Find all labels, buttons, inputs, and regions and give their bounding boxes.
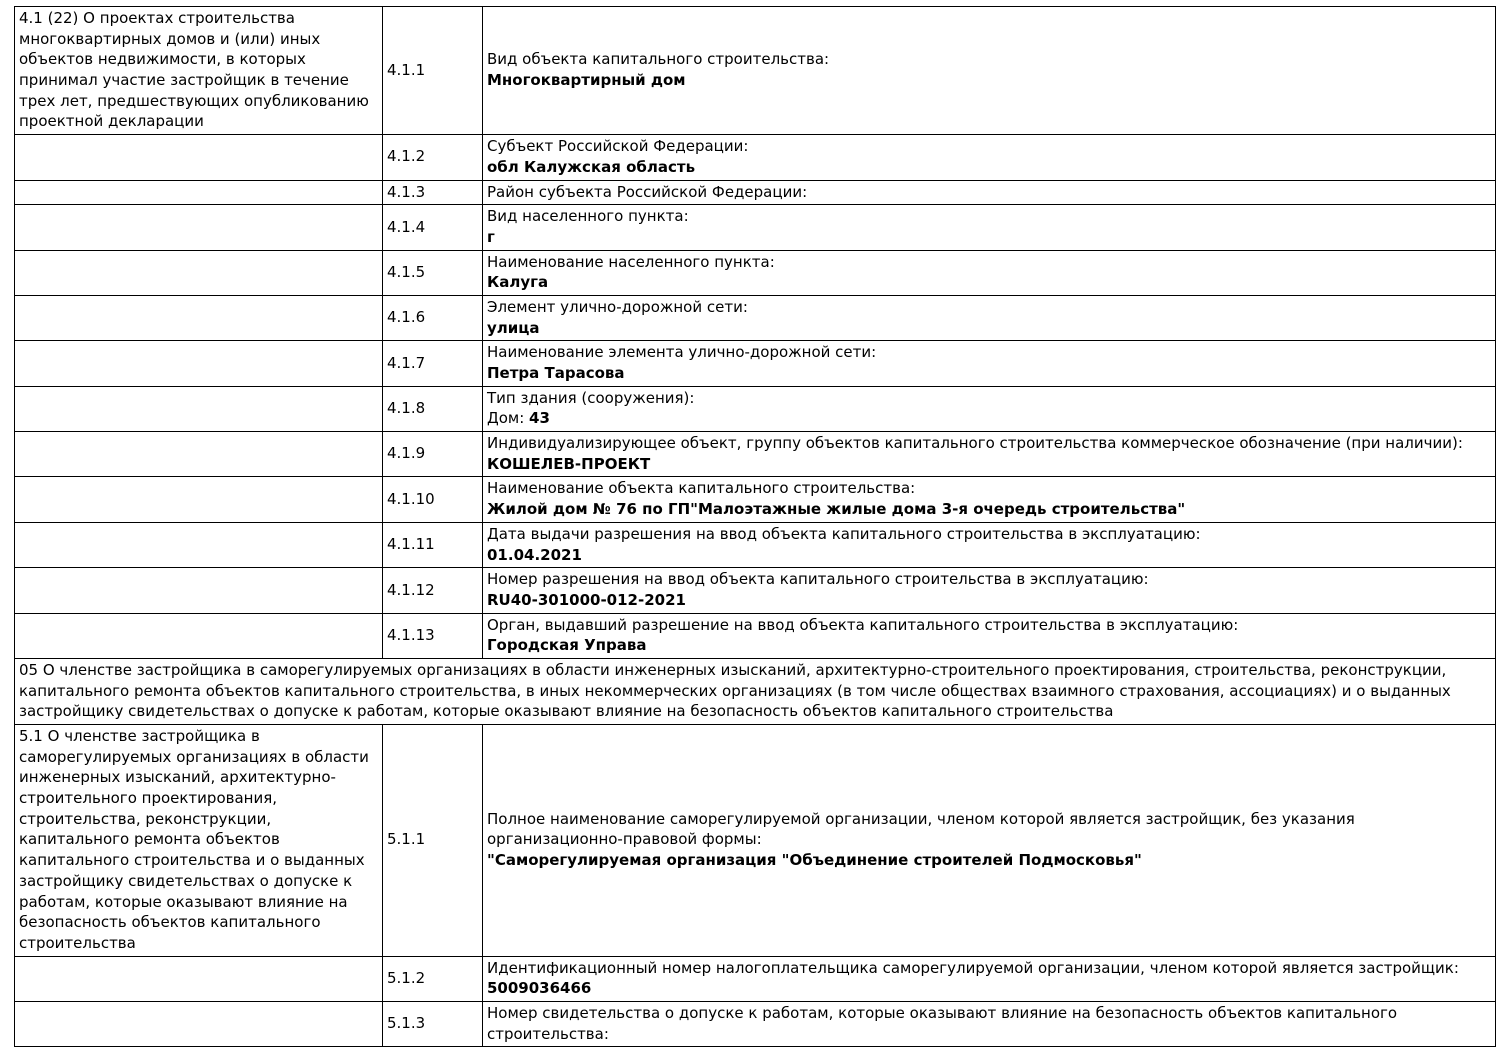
row-code: 4.1.13: [383, 613, 483, 658]
field-value: г: [487, 227, 495, 246]
field-label: Полное наименование саморегулируемой организации, членом которой является застройщик, без указания организационно-правовой формы:: [487, 809, 1355, 849]
content-cell: [483, 386, 1496, 431]
row-code: 4.1.9: [383, 432, 483, 477]
row-code: 4.1.4: [383, 205, 483, 250]
field-label: Район субъекта Российской Федерации:: [487, 182, 808, 201]
content-cell: [483, 568, 1496, 613]
section-description-cell: [15, 295, 383, 340]
field-label: Тип здания (сооружения):: [487, 388, 695, 407]
section-description-cell: [15, 956, 383, 1001]
content-cell: [483, 522, 1496, 567]
section-description-cell: [15, 250, 383, 295]
table-row: [15, 956, 1496, 1001]
field-value: КОШЕЛЕВ-ПРОЕКТ: [487, 454, 651, 473]
table-row: [15, 180, 1496, 205]
table-row: [15, 341, 1496, 386]
row-code: 4.1.10: [383, 477, 483, 522]
field-label: Вид объекта капитального строительства:: [487, 50, 830, 69]
section-description-cell: 4.1 (22) О проектах строительства многоквартирных домов и (или) иных объектов недвижимости, в которых принимал участие застройщик в течение трех лет, предшествующих опубликованию проектной декларации: [15, 7, 383, 135]
field-label: Дата выдачи разрешения на ввод объекта капитального строительства в эксплуатацию:: [487, 524, 1201, 543]
row-code: 4.1.7: [383, 341, 483, 386]
field-value: Калуга: [487, 273, 549, 292]
row-code: 5.1.3: [383, 1001, 483, 1046]
content-cell: [483, 613, 1496, 658]
content-cell: [483, 341, 1496, 386]
section-description-cell: [15, 180, 383, 205]
section-description-cell: [15, 568, 383, 613]
table-row: [15, 568, 1496, 613]
table-row: [15, 725, 1496, 957]
field-label: Субъект Российской Федерации:: [487, 137, 749, 156]
field-label: Номер свидетельства о допуске к работам, которые оказывают влияние на безопасность объектов капитального строительства:: [487, 1003, 1398, 1043]
row-code: 4.1.6: [383, 295, 483, 340]
section-description-cell: [15, 432, 383, 477]
row-code: 4.1.2: [383, 135, 483, 180]
row-code: 5.1.1: [383, 725, 483, 957]
field-value: "Саморегулируемая организация "Объединение строителей Подмосковья": [487, 851, 1142, 870]
content-cell: [483, 1001, 1496, 1046]
field-value: Дом: 43: [487, 409, 550, 428]
field-value: Многоквартирный дом: [487, 71, 686, 90]
section-description-cell: [15, 613, 383, 658]
field-value: Петра Тарасова: [487, 364, 625, 382]
section-description-cell: [15, 522, 383, 567]
field-value: 01.04.2021: [487, 545, 582, 564]
field-label: Элемент улично-дорожной сети:: [487, 297, 748, 316]
field-value: Городская Управа: [487, 636, 647, 655]
content-cell: [483, 432, 1496, 477]
project-declaration-table: [14, 6, 1496, 1047]
content-cell: [483, 250, 1496, 295]
field-label: Наименование элемента улично-дорожной сети:: [487, 343, 877, 362]
row-code: 4.1.1: [383, 7, 483, 135]
row-code: 4.1.12: [383, 568, 483, 613]
field-value: Жилой дом № 76 по ГП"Малоэтажные жилые дома 3-я очередь строительства": [487, 500, 1186, 519]
table-row: [15, 135, 1496, 180]
content-cell: [483, 956, 1496, 1001]
field-label: Идентификационный номер налогоплательщика саморегулируемой организации, членом которой является застройщик:: [487, 958, 1459, 977]
row-code: 4.1.8: [383, 386, 483, 431]
table-row: [15, 295, 1496, 340]
section-description-cell: [15, 205, 383, 250]
table-row: [15, 386, 1496, 431]
row-code: 4.1.11: [383, 522, 483, 567]
section-description-cell: 5.1 О членстве застройщика в саморегулируемых организациях в области инженерных изысканий, архитектурно-строительного проектирования, строительства, реконструкции, капитального ремонта объектов капитального строительства и о выданных застройщику свидетельствах о допуске к работам, которые оказывают влияние на безопасность объектов капитального строительства: [15, 725, 383, 957]
content-cell: [483, 477, 1496, 522]
section-heading-05: 05 О членстве застройщика в саморегулируемых организациях в области инженерных изысканий, архитектурно-строительного проектирования, строительства, реконструкции, капитального ремонта объектов капитального строительства, в иных некоммерческих организациях (в том числе обществах взаимного страхования, ассоциациях) и о выданных застройщику свидетельствах о допуске к работам, которые оказывают влияние на безопасность объектов капитального строительства: [15, 658, 1496, 724]
row-code: 4.1.3: [383, 180, 483, 205]
field-label: Наименование населенного пункта:: [487, 252, 775, 271]
table-row: [15, 1001, 1496, 1046]
field-label: Орган, выдавший разрешение на ввод объекта капитального строительства в эксплуатацию:: [487, 615, 1239, 634]
field-label: Индивидуализирующее объект, группу объектов капитального строительства коммерческое обозначение (при наличии):: [487, 434, 1463, 453]
table-row: [15, 613, 1496, 658]
section-description-cell: [15, 386, 383, 431]
field-value: улица: [487, 318, 540, 337]
section-description-cell: [15, 1001, 383, 1046]
table-row: [15, 477, 1496, 522]
field-label: Номер разрешения на ввод объекта капитального строительства в эксплуатацию:: [487, 570, 1149, 589]
field-value: RU40-301000-012-2021: [487, 590, 686, 609]
table-row: [15, 432, 1496, 477]
row-code: 5.1.2: [383, 956, 483, 1001]
section-description-cell: [15, 135, 383, 180]
content-cell: [483, 7, 1496, 135]
field-label: Наименование объекта капитального строительства:: [487, 479, 916, 498]
row-code: 4.1.5: [383, 250, 483, 295]
table-row: [15, 250, 1496, 295]
section-description-cell: [15, 341, 383, 386]
content-cell: [483, 205, 1496, 250]
content-cell: [483, 180, 1496, 205]
section-description-cell: [15, 477, 383, 522]
content-cell: [483, 725, 1496, 957]
field-value: обл Калужская область: [487, 157, 696, 176]
content-cell: [483, 135, 1496, 180]
content-cell: [483, 295, 1496, 340]
table-row: [15, 522, 1496, 567]
field-label: Вид населенного пункта:: [487, 207, 689, 226]
field-value: 5009036466: [487, 979, 592, 998]
table-row: [15, 205, 1496, 250]
section-row: [15, 658, 1496, 724]
table-row: [15, 7, 1496, 135]
